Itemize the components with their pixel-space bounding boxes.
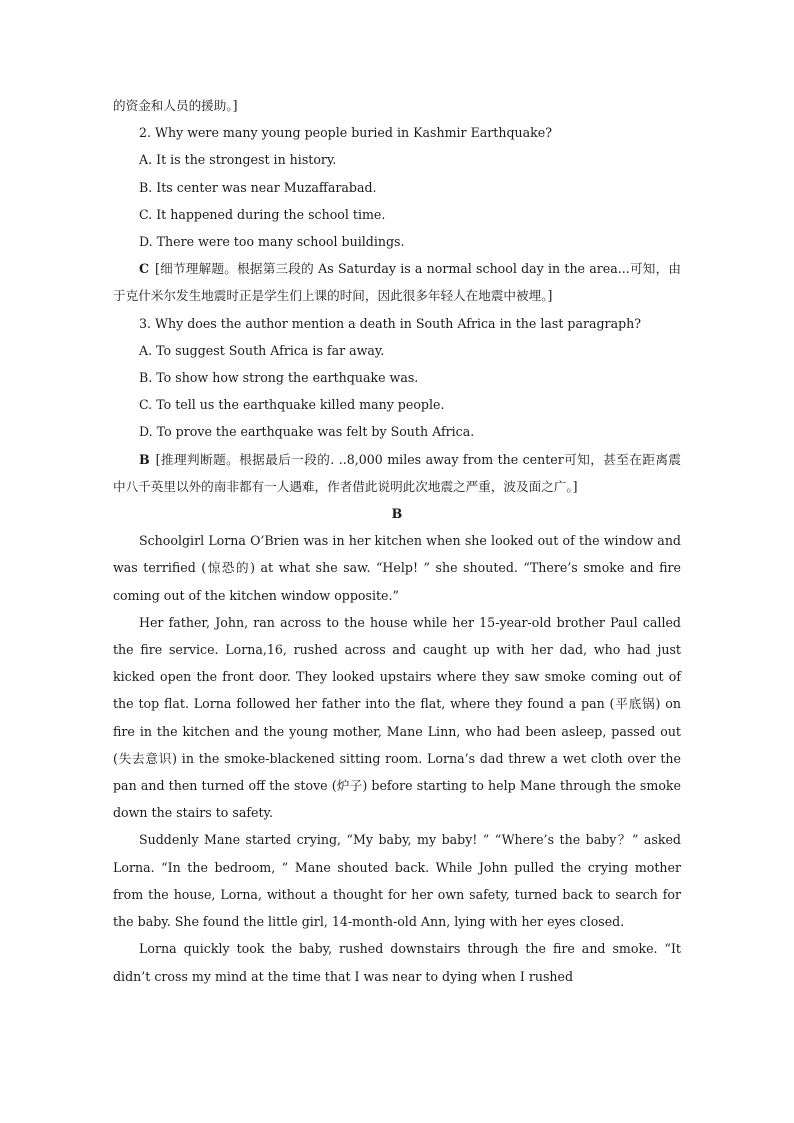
question-3-option-a: A. To suggest South Africa is far away. bbox=[139, 342, 385, 358]
question-3-option-b: B. To show how strong the earthquake was. bbox=[139, 370, 419, 386]
question-2-option-b: B. Its center was near Muzaffarabad. bbox=[139, 179, 377, 195]
question-3-answer bbox=[113, 446, 681, 500]
question-2-answer-letter: C bbox=[139, 261, 150, 277]
question-2-option-d: D. There were too many school buildings. bbox=[139, 234, 405, 250]
question-3-answer-letter: B bbox=[139, 451, 150, 467]
section-b-title: B bbox=[391, 506, 403, 522]
page-content bbox=[113, 92, 681, 990]
question-2-explanation: [细节理解题。根据第三段的 As Saturday is a normal school day in the area...可知，由于克什米尔发生地震时正是学生们上课的时间，因此很多年轻人在地震中被埋。] bbox=[113, 261, 681, 304]
previous-explanation-tail: 的资金和人员的援助。] bbox=[113, 98, 238, 113]
question-2-option-a: A. It is the strongest in history. bbox=[139, 152, 337, 168]
question-2-option-c: C. It happened during the school time. bbox=[139, 206, 386, 222]
passage-paragraph-3: Suddenly Mane started crying, “My baby, my baby! ” “Where’s the baby？” asked Lorna. “In the bedroom, ” Mane shouted back. While John pulled the crying mother from the house, Lorna, without a thought for her own safety, turned back to search for the baby. She found the little girl, 14-month-old Ann, lying with her eyes closed. bbox=[113, 832, 681, 930]
question-2-answer bbox=[113, 255, 681, 309]
question-2: 2. Why were many young people buried in Kashmir Earthquake? bbox=[139, 125, 552, 141]
question-3-explanation: [推理判断题。根据最后一段的. ..8,000 miles away from the center可知，甚至在距离震中八千英里以外的南非都有一人遇难，作者借此说明此次地震之严重，波及面之广。] bbox=[113, 451, 681, 494]
question-3-option-c: C. To tell us the earthquake killed many people. bbox=[139, 397, 445, 413]
passage-paragraph-4: Lorna quickly took the baby, rushed downstairs through the fire and smoke. “It didn’t cross my mind at the time that I was near to dying when I rushed bbox=[113, 941, 681, 984]
passage-paragraph-2: Her father, John, ran across to the house while her 15-year-old brother Paul called the fire service. Lorna,16, rushed across and caught up with her dad, who had just kicked open the front door. They looked upstairs where they saw smoke coming out of the top flat. Lorna followed her father into the flat, where they found a pan (平底锅) on fire in the kitchen and the young mother, Mane Linn, who had been asleep, passed out (失去意识) in the smoke-blackened sitting room. Lorna’s dad threw a wet cloth over the pan and then turned off the stove (炉子) before starting to help Mane through the smoke down the stairs to safety. bbox=[113, 614, 681, 821]
question-3-option-d: D. To prove the earthquake was felt by South Africa. bbox=[139, 424, 475, 440]
passage-paragraph-1: Schoolgirl Lorna O’Brien was in her kitchen when she looked out of the window and was terrified (惊恐的) at what she saw. “Help! ” she shouted. “There’s smoke and fire coming out of the kitchen window opposite.” bbox=[113, 533, 681, 603]
question-3: 3. Why does the author mention a death in South Africa in the last paragraph? bbox=[139, 315, 642, 331]
